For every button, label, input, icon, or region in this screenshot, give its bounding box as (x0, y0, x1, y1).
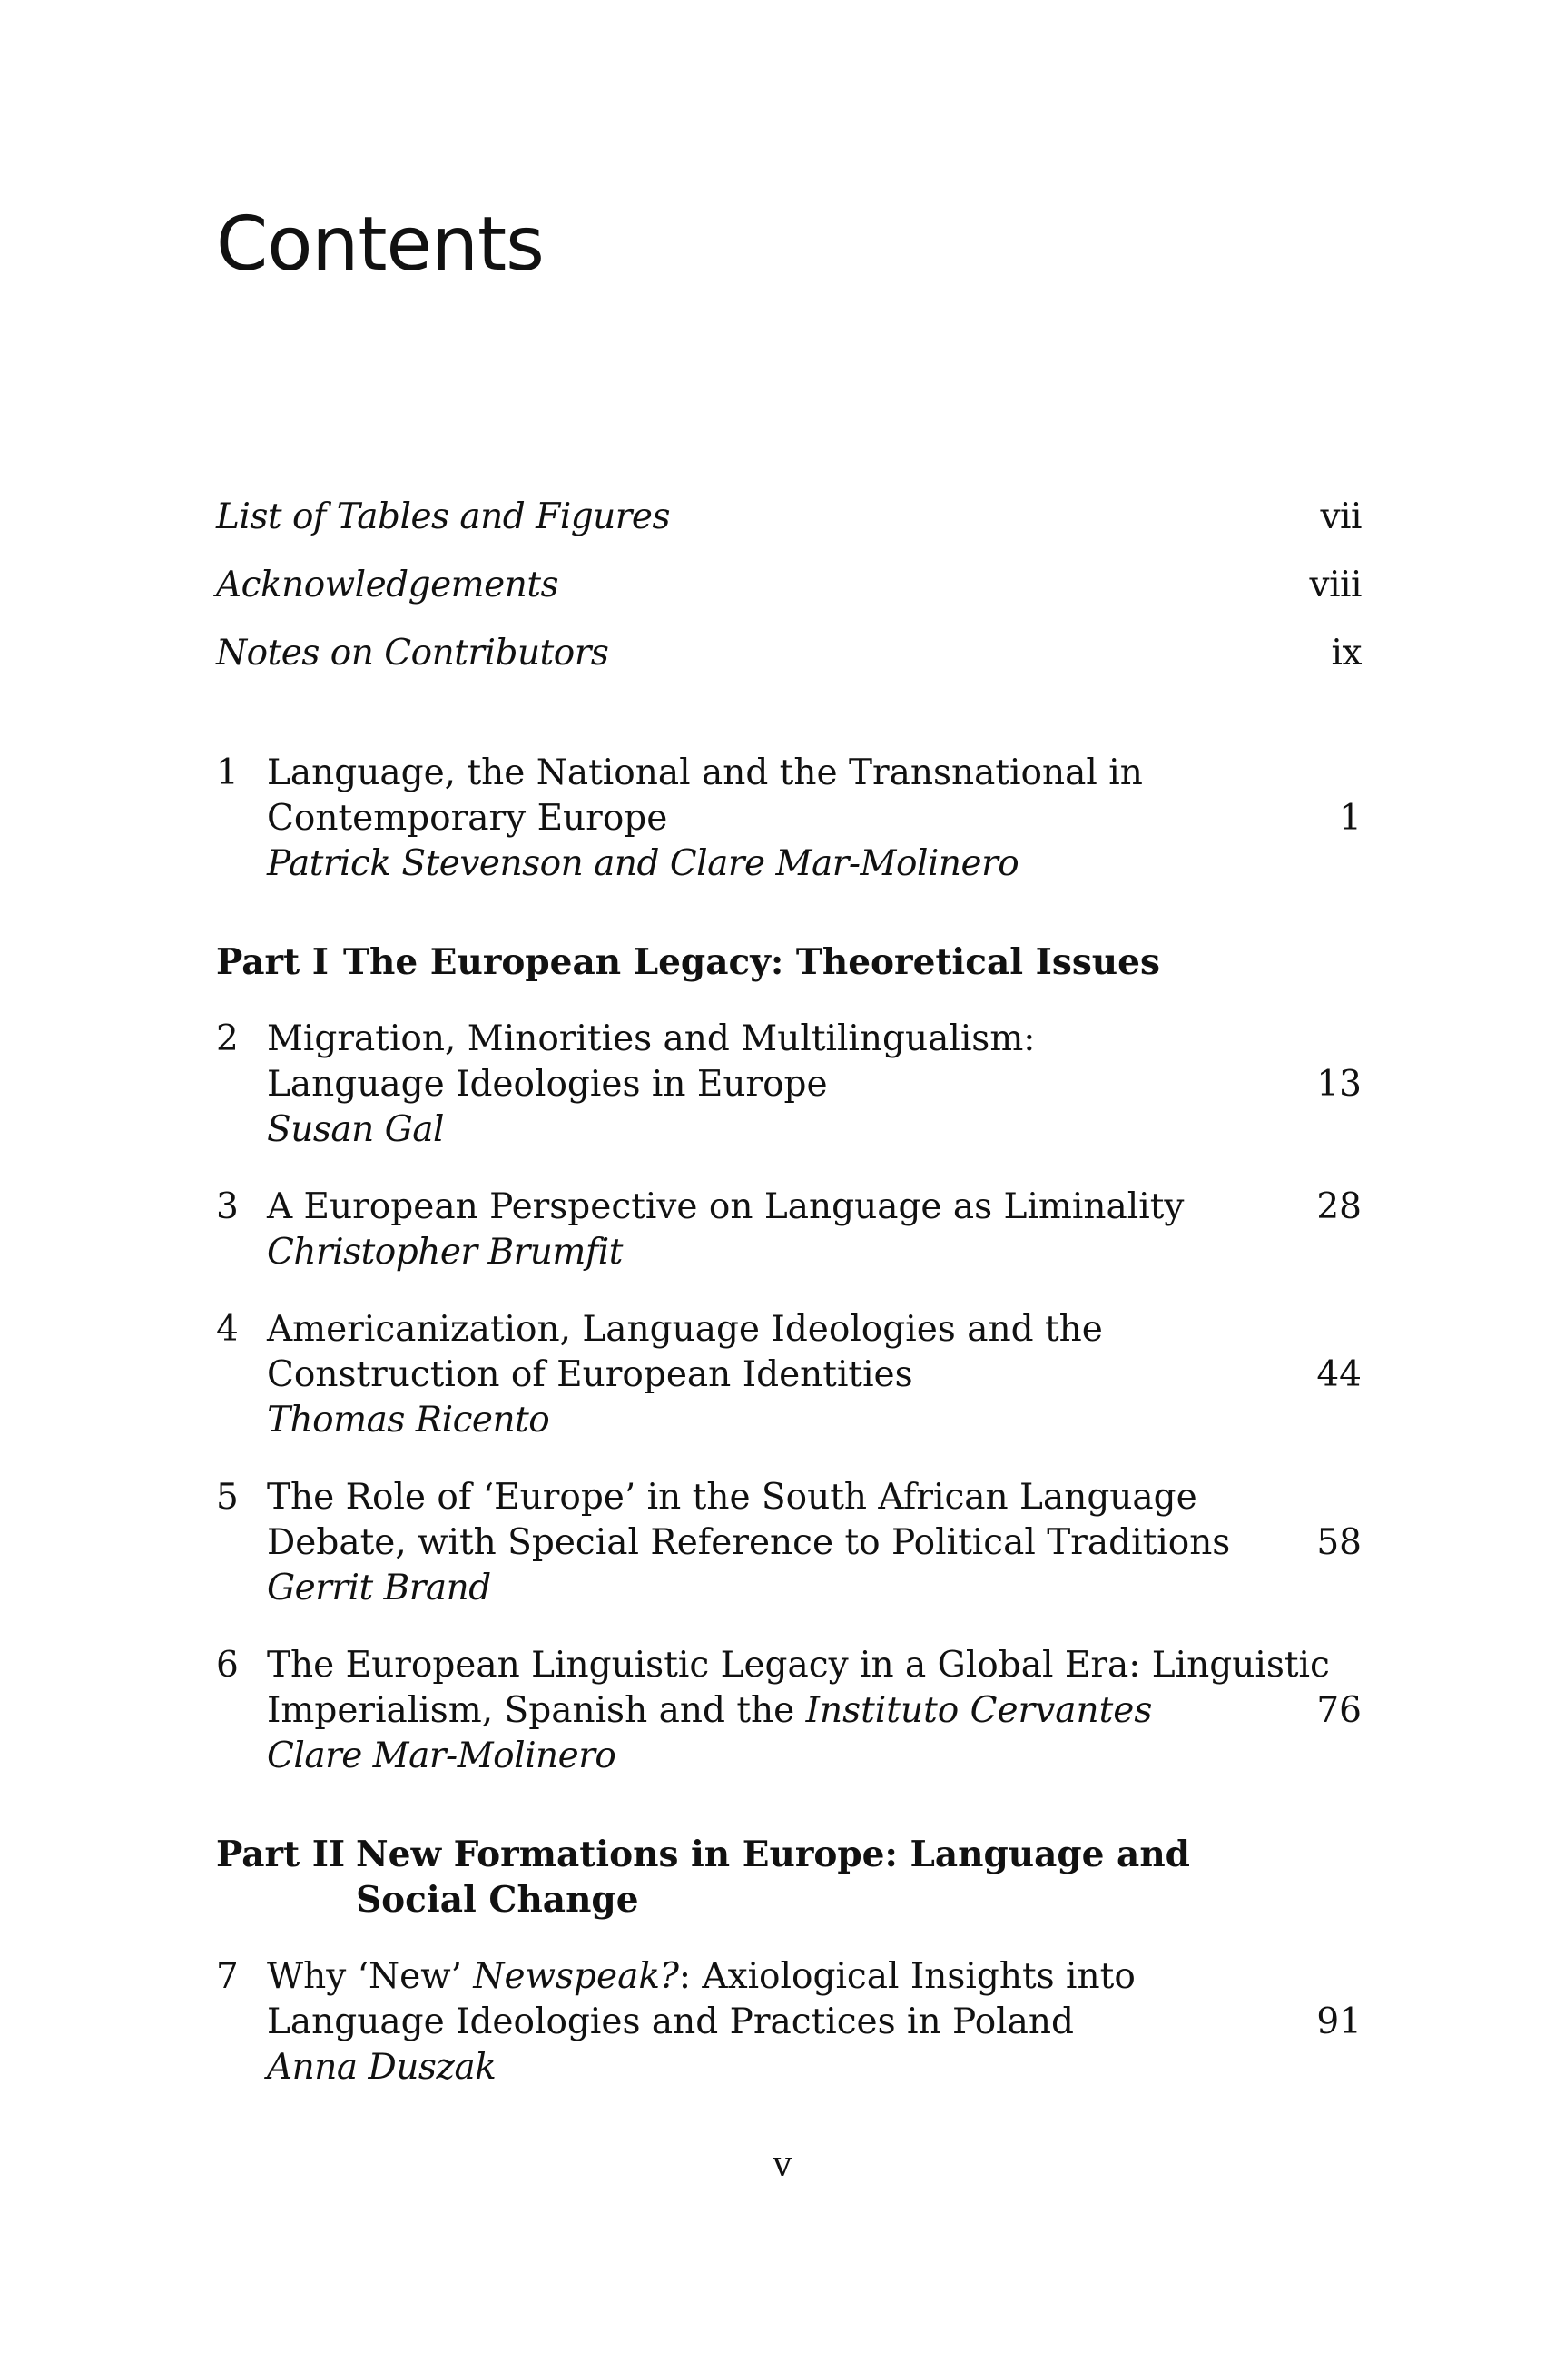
entry-label: Notes on Contributors (216, 633, 609, 674)
chapter-author: Christopher Brumfit (267, 1232, 623, 1273)
chapter-title-line: Migration, Minorities and Multilingualism: (267, 1018, 1036, 1059)
part-title-line: Social Change (356, 1879, 639, 1921)
page-number: 91 (1316, 2001, 1362, 2042)
chapter-title-line: Language, the National and the Transnational in (267, 752, 1143, 793)
entry-label: List of Tables and Figures (216, 497, 671, 537)
chapter-number: 4 (216, 1309, 239, 1350)
title-italic-text: Instituto Cervantes (805, 1690, 1153, 1731)
chapter-title-line: Language Ideologies and Practices in Poland (267, 2001, 1074, 2042)
page-folio: v (773, 2144, 792, 2184)
entry-label: Acknowledgements (216, 565, 559, 605)
part-label: Part I (216, 941, 329, 983)
part-title-line: New Formations in Europe: Language and (356, 1834, 1190, 1875)
page-number: vii (1320, 497, 1362, 537)
chapter-author: Patrick Stevenson and Clare Mar-Molinero (267, 843, 1019, 884)
chapter-title-line (267, 1688, 1152, 1734)
chapter-title-line: Americanization, Language Ideologies and the (267, 1309, 1103, 1350)
toc-entry-front-matter[interactable] (216, 495, 1362, 540)
page-number: 1 (1339, 798, 1362, 839)
title-text: Why ‘New’ (267, 1956, 474, 1997)
page-number: 28 (1316, 1186, 1362, 1227)
chapter-author: Gerrit Brand (267, 1568, 491, 1608)
page-number: 44 (1316, 1354, 1362, 1395)
chapter-title-line: Language Ideologies in Europe (267, 1064, 828, 1105)
chapter-title-line: Debate, with Special Reference to Political Traditions (267, 1522, 1231, 1563)
title-text: : Axiological Insights into (678, 1956, 1136, 1997)
part-label: Part II (216, 1834, 346, 1875)
chapter-title-line: A European Perspective on Language as Liminality (267, 1186, 1185, 1227)
chapter-number: 5 (216, 1477, 239, 1518)
page-number: 58 (1316, 1522, 1362, 1563)
page-title: Contents (216, 202, 544, 288)
chapter-title-line: Construction of European Identities (267, 1354, 913, 1395)
chapter-number: 3 (216, 1186, 239, 1227)
chapter-author: Thomas Ricento (267, 1400, 550, 1441)
title-italic-text: Newspeak? (473, 1956, 679, 1997)
part-title: The European Legacy: Theoretical Issues (343, 941, 1160, 983)
page-number: 76 (1316, 1690, 1362, 1731)
chapter-number: 2 (216, 1018, 239, 1059)
toc-entry-front-matter[interactable] (216, 563, 1362, 608)
page-number: 13 (1316, 1064, 1362, 1105)
chapter-number: 7 (216, 1956, 239, 1997)
chapter-title-line: The Role of ‘Europe’ in the South African Language (267, 1477, 1197, 1518)
chapter-author: Susan Gal (267, 1109, 444, 1150)
toc-entry-front-matter[interactable] (216, 631, 1362, 676)
chapter-title-line (267, 1954, 1136, 2000)
chapter-author: Clare Mar-Molinero (267, 1736, 616, 1776)
chapter-title-line: The European Linguistic Legacy in a Global Era: Linguistic (267, 1645, 1330, 1686)
title-text: Imperialism, Spanish and the (267, 1690, 806, 1731)
chapter-author: Anna Duszak (267, 2047, 497, 2088)
page-number: ix (1331, 633, 1362, 674)
chapter-number: 6 (216, 1645, 239, 1686)
page-number: viii (1309, 565, 1362, 605)
chapter-title-line: Contemporary Europe (267, 798, 668, 839)
chapter-number: 1 (216, 752, 239, 793)
